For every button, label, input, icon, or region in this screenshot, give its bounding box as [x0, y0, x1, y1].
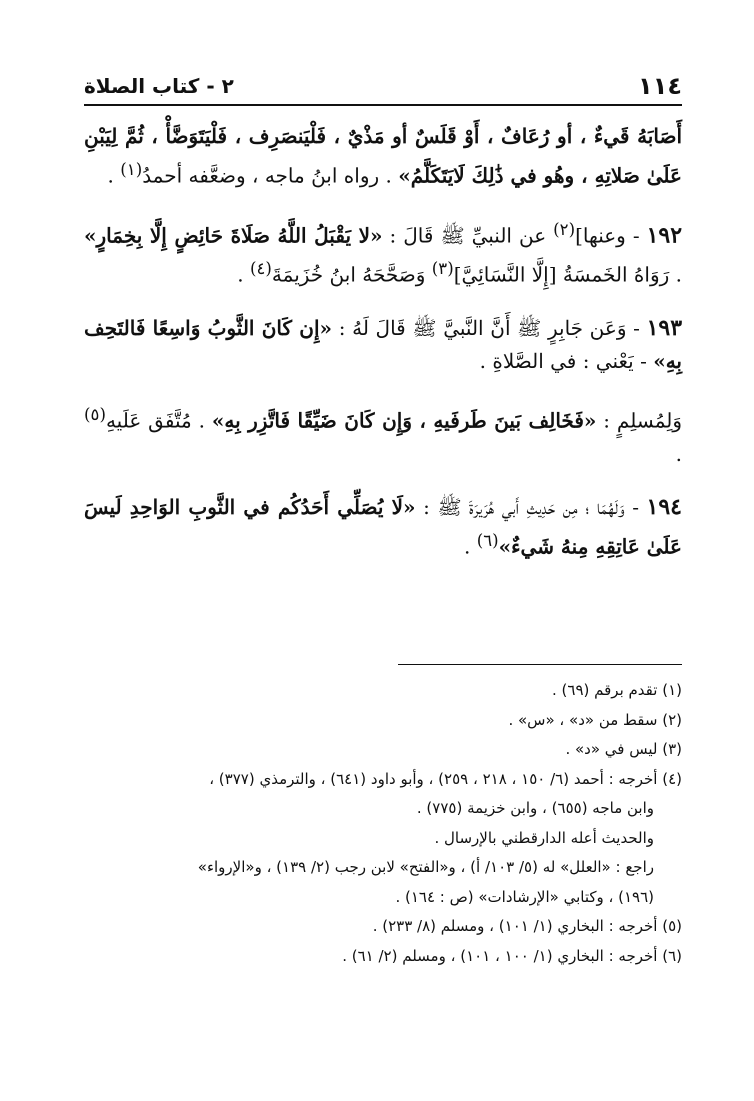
- hadith-number: ١٩٢: [646, 222, 683, 249]
- narration-note: وَصَحَّحَهُ ابنُ خُزَيمَةَ: [271, 262, 426, 287]
- page-header: [84, 70, 682, 102]
- footnote-ref[interactable]: (٥): [84, 404, 106, 424]
- punctuation: .: [237, 262, 244, 287]
- footnote-line: (٤) أخرجه : أحمد (٦/ ١٥٠ ، ٢١٨ ، ٢٥٩) ، وأبو داود (٦٤١) ، والترمذي (٣٧٧) ،: [209, 769, 682, 788]
- footnote-ref[interactable]: (٤): [249, 259, 272, 279]
- footnote-ref[interactable]: (١): [120, 160, 143, 179]
- footnote-line: (٣) ليس في «د» .: [565, 740, 682, 758]
- footnote-ref[interactable]: (٣): [431, 259, 454, 279]
- footnote-line: (١٩٦) ، وكتابي «الإرشادات» (ص : ١٦٤) .: [395, 887, 654, 906]
- hadith-number: ١٩٤: [646, 493, 682, 520]
- punctuation: .: [463, 534, 471, 559]
- hadith-text: أَصَابَهُ قَيءٌ ، أو رُعَافٌ ، أَوْ قَلَسٌ أو مَذْيٌ ، فَلْيَنصَرِف ، فَلْيَتَوَضَّأْ ، ثُمَّ لِيَبْنِ عَلَىٰ صَلاتِهِ ، وهُو في ذَٰلِكَ لَايَتَكَلَّمُ»: [84, 124, 682, 188]
- punctuation: .: [107, 163, 114, 188]
- hadith-text: «لا يَقْبَلُ اللَّهُ صَلَاةَ حَائِضٍ إِلَّا بِخِمَارٍ»: [84, 223, 383, 248]
- footnote-line: (٥) أخرجه : البخاري (١/ ١٠١) ، ومسلم (٨/ ٢٣٣) .: [372, 917, 682, 935]
- hadith-text: «لَا يُصَلِّي أَحَدُكُم في الثَّوبِ الوَاحِدِ لَيسَ عَلَىٰ عَاتِقِهِ مِنهُ شَيءٌ»: [84, 494, 682, 559]
- narration-note: - يَعْني : في الصَّلاةِ .: [479, 348, 647, 373]
- hadith-194: [84, 491, 682, 564]
- narration-note: . مُتَّفَق عَلَيهِ: [105, 408, 205, 433]
- page-number: ١١٤: [638, 72, 682, 100]
- footnote-ref[interactable]: (٦): [476, 530, 499, 550]
- footnote-line: وابن ماجه (٦٥٥) ، وابن خزيمة (٧٧٥) .: [416, 799, 654, 817]
- footnote-line: (٢) سقط من «د» ، «س» .: [508, 710, 682, 729]
- header-divider: [84, 104, 682, 106]
- chapter-title: ٢ - كتاب الصلاة: [84, 74, 234, 98]
- hadith-193: [84, 312, 682, 378]
- hadith-192: [84, 213, 682, 292]
- hadith-text: «فَخَالِف بَينَ طَرفَيهِ ، وَإِن كَانَ ضَيِّقًا فَاتَّزِر بِهِ»: [211, 408, 597, 433]
- hadith-intro: عن النبيِّ ﷺ قَالَ :: [389, 223, 547, 248]
- footnote-ref[interactable]: (٢): [553, 219, 576, 239]
- paragraph-continuation: [84, 120, 682, 193]
- footnote-line: (٦) أخرجه : البخاري (١/ ١٠٠ ، ١٠١) ، ومسلم (٢/ ٦١) .: [342, 946, 682, 965]
- footnote-line: راجع : «العلل» له (٥/ ١٠٣/ أ) ، و«الفتح» لابن رجب (٢/ ١٣٩) ، و«الإرواء»: [197, 858, 654, 876]
- hadith-text: «إِن كَانَ الثَّوبُ وَاسِعًا فَالتَحِف بِهِ»: [84, 315, 682, 373]
- hadith-intro: - وعنها]: [575, 223, 640, 248]
- footnotes: [84, 676, 682, 971]
- narration-note: . رواه ابنُ ماجه ، وضعَّفه أحمدُ: [142, 163, 392, 188]
- hadith-193-muslim: [84, 398, 682, 471]
- hadith-intro: وَلِمُسلِمٍ :: [603, 408, 683, 433]
- hadith-intro: - وَلَهُمَا ؛ مِن حَدِيثِ أَبي هُرَيرَةَ ﷺ :: [423, 494, 639, 519]
- footnote-line: والحديث أعله الدارقطني بالإرسال .: [434, 828, 654, 847]
- footnote-line: (١) تقدم برقم (٦٩) .: [552, 681, 682, 699]
- punctuation: .: [675, 441, 682, 466]
- footnote-divider: [398, 664, 682, 665]
- hadith-intro: - وَعَن جَابِرٍ ﷺ أَنَّ النَّبيَّ ﷺ قَالَ لَهُ :: [338, 315, 640, 340]
- main-text: [84, 120, 682, 583]
- narration-note: . رَوَاهُ الخَمسَةُ [إِلَّا النَّسَائِيَّ]: [453, 262, 682, 287]
- hadith-number: ١٩٣: [646, 314, 683, 341]
